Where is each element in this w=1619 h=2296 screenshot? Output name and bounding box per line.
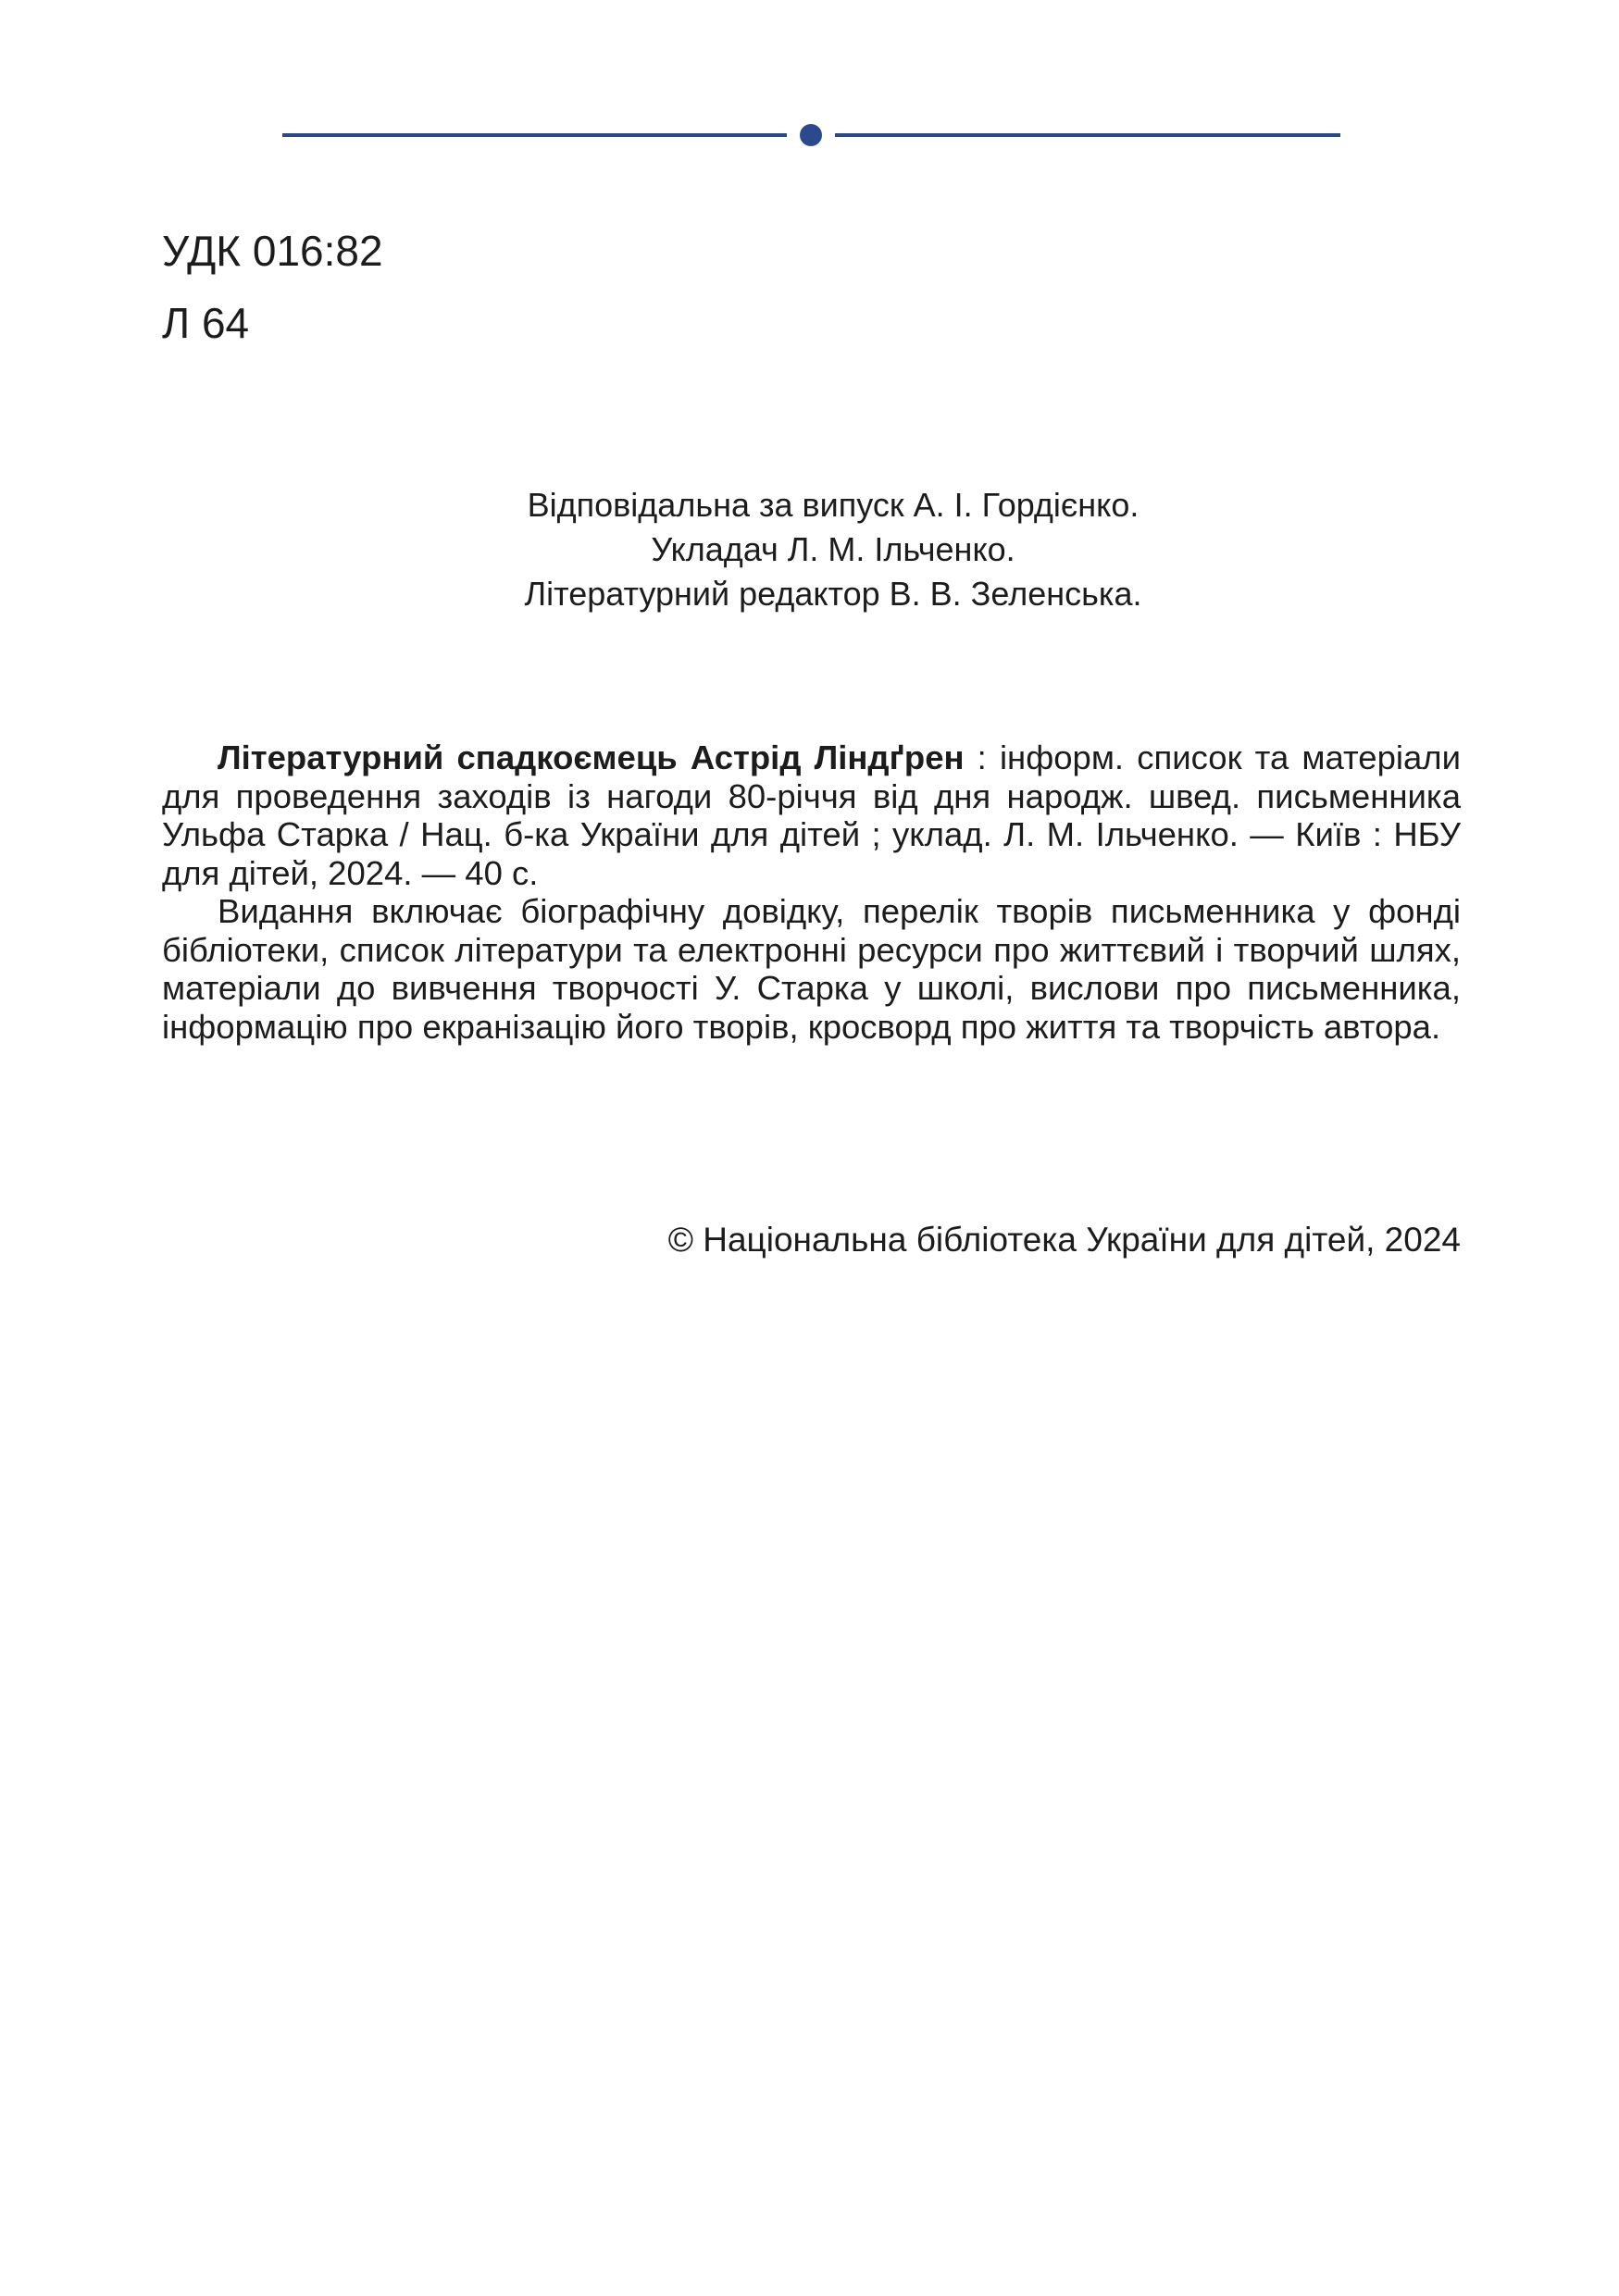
bibliographic-record [162, 738, 1461, 892]
ornament-center-dot [800, 124, 822, 146]
udk-code: УДК 016:82 [162, 227, 383, 275]
credits-block [463, 483, 1203, 616]
bibliographic-details: : інформ. список та матеріали для проведення заходів із нагоди 80-річчя від дня народж. швед. письменника Ульфа Старка / Нац. б-ка України для дітей ; уклад. Л. М. Ільченко. — Київ : НБУ для дітей, 2024. — 40 с. [162, 738, 1461, 892]
header-ornament [0, 0, 1619, 185]
compiler: Укладач Л. М. Ільченко. [651, 530, 1015, 568]
copyright-notice: © Національна бібліотека України для дітей, 2024 [667, 1221, 1461, 1259]
annotation-description: Видання включає біографічну довідку, перелік творів письменника у фонді бібліотеки, список літератури та електронні ресурси про життєвий і творчий шлях, матеріали до вивчення творчості У. Старка у школі, вислови про письменника, інформацію про екранізацію його творів, кросворд про життя та творчість автора. [162, 892, 1461, 1046]
book-title: Літературний спадкоємець Астрід Ліндґрен [218, 738, 965, 776]
responsible-editor: Відповідальна за випуск А. І. Гордієнко. [527, 486, 1140, 524]
author-mark: Л 64 [162, 299, 250, 347]
literary-editor: Літературний редактор В. В. Зеленська. [524, 575, 1142, 613]
classification-block [162, 215, 383, 359]
annotation-block [162, 738, 1461, 1046]
